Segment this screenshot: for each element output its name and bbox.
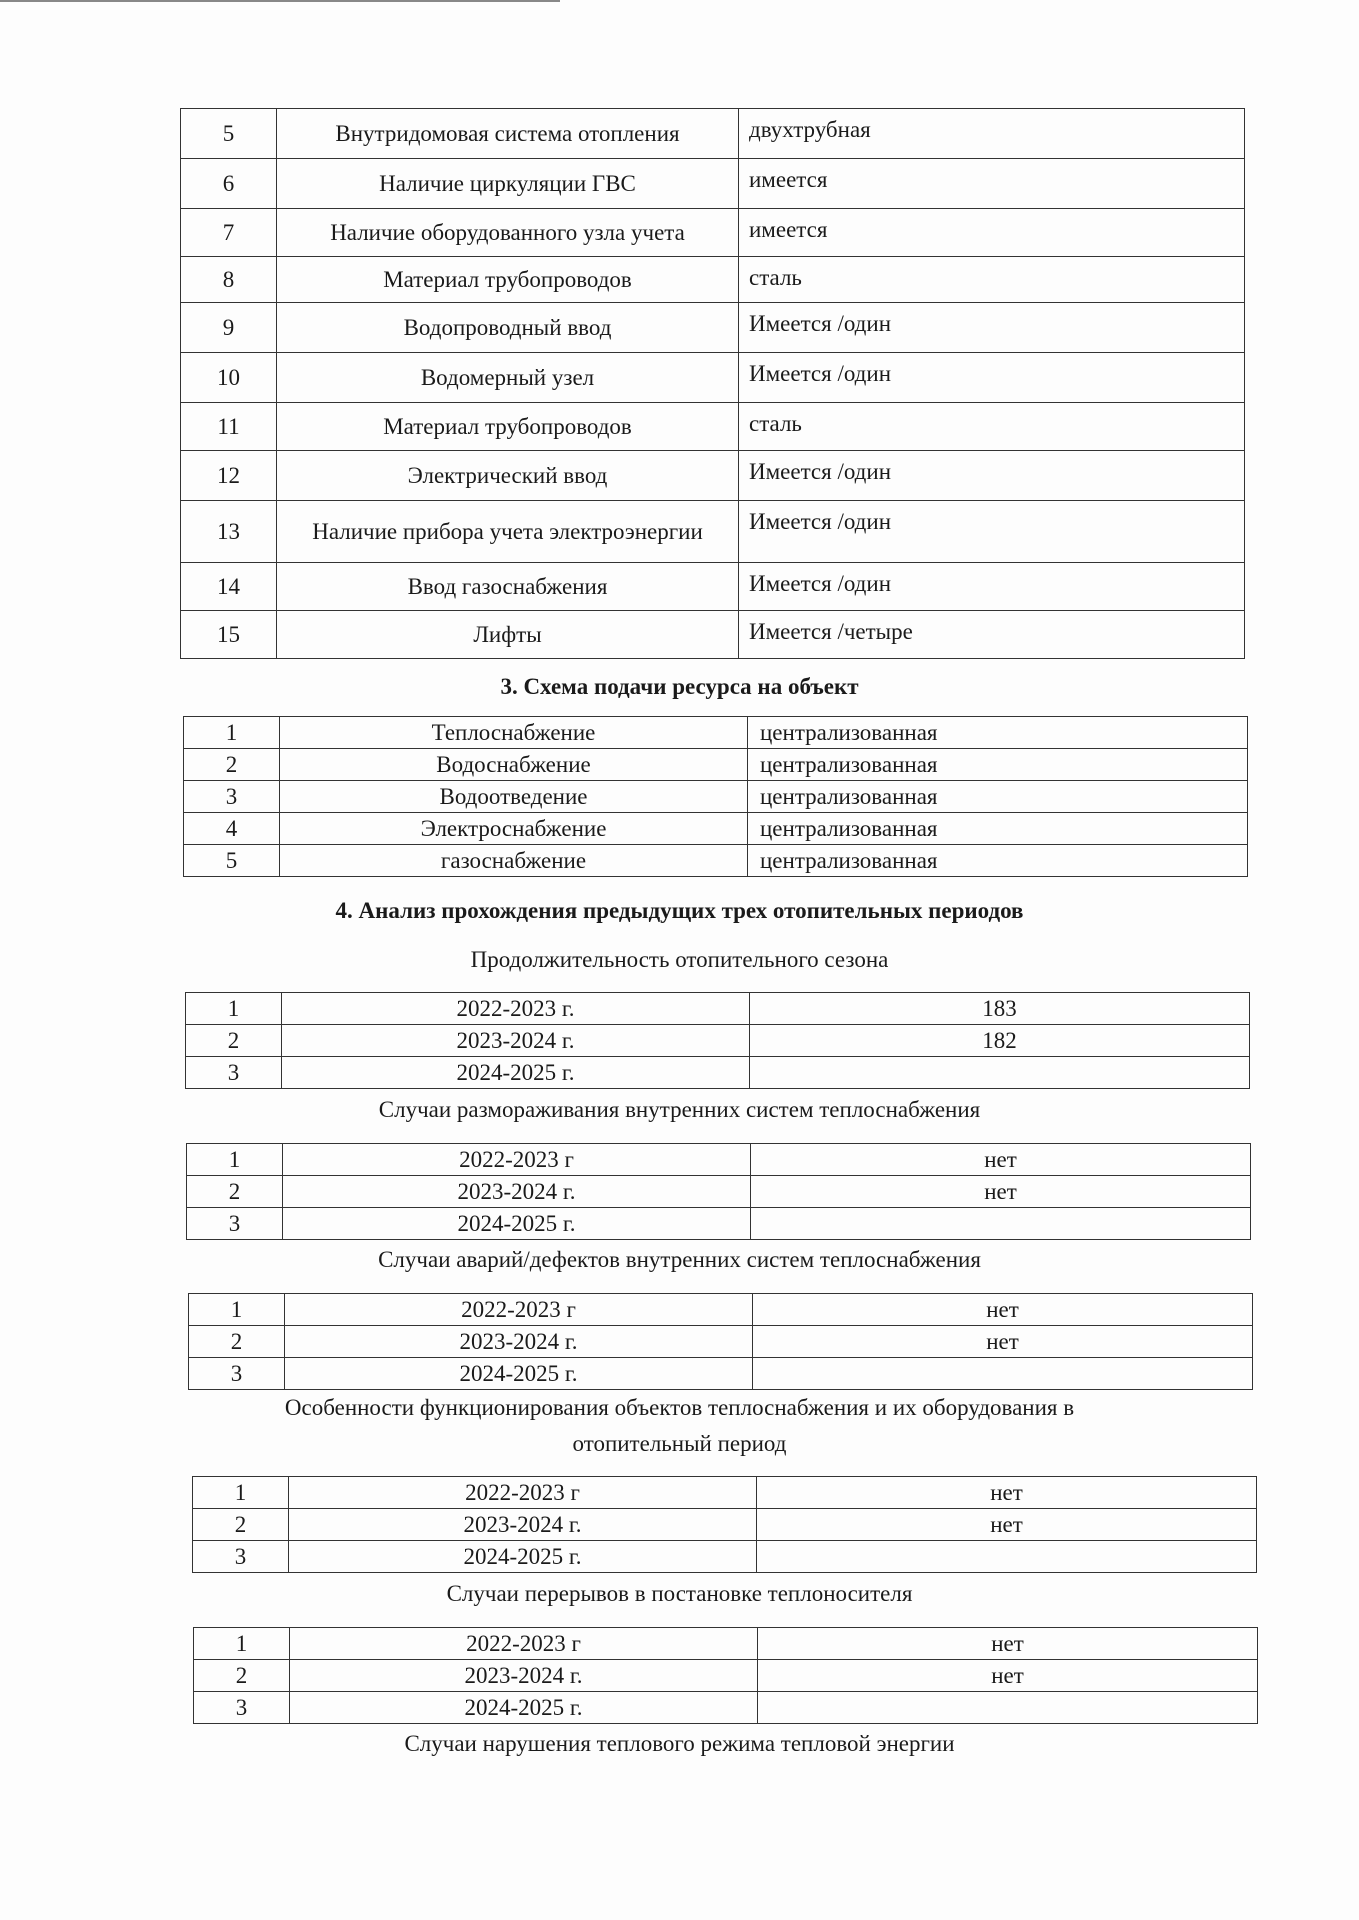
row-value: имеется	[739, 209, 1245, 257]
row-value: нет	[751, 1144, 1251, 1176]
row-value: имеется	[739, 159, 1245, 209]
row-number: 5	[184, 845, 280, 877]
row-value: нет	[753, 1326, 1253, 1358]
table-row	[181, 501, 1245, 563]
table-row	[181, 451, 1245, 501]
row-name: газоснабжение	[280, 845, 748, 877]
table-row	[184, 749, 1248, 781]
row-value: Имеется /один	[739, 563, 1245, 611]
row-number: 3	[189, 1358, 285, 1390]
freezing-caption: Случаи размораживания внутренних систем теплоснабжения	[378, 1097, 981, 1122]
row-number: 1	[194, 1628, 290, 1660]
row-name: Водоснабжение	[280, 749, 748, 781]
scan-edge-line	[0, 0, 560, 2]
row-value: сталь	[739, 257, 1245, 303]
row-number: 2	[187, 1176, 283, 1208]
table-row	[181, 159, 1245, 209]
table-row	[189, 1358, 1253, 1390]
table-row	[194, 1692, 1258, 1724]
supply-scheme-table	[183, 716, 1248, 877]
accidents-table	[188, 1293, 1253, 1390]
row-value: централизованная	[748, 717, 1248, 749]
row-value: нет	[757, 1477, 1257, 1509]
table-row	[187, 1176, 1251, 1208]
interruptions-caption: Случаи перерывов в постановке теплоносителя	[446, 1581, 913, 1606]
row-value: сталь	[739, 403, 1245, 451]
row-value	[758, 1692, 1258, 1724]
row-number: 14	[181, 563, 277, 611]
row-name: Водопроводный ввод	[277, 303, 739, 353]
row-period: 2023-2024 г.	[289, 1509, 757, 1541]
row-name: Материал трубопроводов	[277, 257, 739, 303]
row-number: 12	[181, 451, 277, 501]
features-caption-line1: Особенности функционирования объектов теплоснабжения и их оборудования в	[284, 1395, 1075, 1420]
accidents-caption: Случаи аварий/дефектов внутренних систем теплоснабжения	[378, 1247, 981, 1272]
table-row	[181, 109, 1245, 159]
row-value: двухтрубная	[739, 109, 1245, 159]
row-value: нет	[757, 1509, 1257, 1541]
row-number: 1	[187, 1144, 283, 1176]
row-period: 2022-2023 г	[283, 1144, 751, 1176]
freezing-table	[186, 1143, 1251, 1240]
row-period: 2023-2024 г.	[290, 1660, 758, 1692]
row-number: 7	[181, 209, 277, 257]
row-number: 3	[184, 781, 280, 813]
row-number: 1	[184, 717, 280, 749]
table-row	[187, 1144, 1251, 1176]
table-row	[193, 1541, 1257, 1573]
duration-table	[185, 992, 1250, 1089]
row-period: 2022-2023 г	[289, 1477, 757, 1509]
table-row	[181, 353, 1245, 403]
row-number: 13	[181, 501, 277, 563]
table-row	[181, 209, 1245, 257]
thermal-violations-caption: Случаи нарушения теплового режима тепловой энергии	[404, 1731, 955, 1756]
row-value: Имеется /один	[739, 451, 1245, 501]
row-number: 3	[194, 1692, 290, 1724]
row-name: Лифты	[277, 611, 739, 659]
row-name: Водоотведение	[280, 781, 748, 813]
row-value: 182	[750, 1025, 1250, 1057]
row-value	[753, 1358, 1253, 1390]
table-row	[186, 993, 1250, 1025]
row-number: 8	[181, 257, 277, 303]
row-period: 2024-2025 г.	[289, 1541, 757, 1573]
row-period: 2022-2023 г	[290, 1628, 758, 1660]
table-row	[194, 1660, 1258, 1692]
table-row	[194, 1628, 1258, 1660]
table-row	[181, 403, 1245, 451]
table-row	[186, 1057, 1250, 1089]
row-name: Электроснабжение	[280, 813, 748, 845]
row-number: 9	[181, 303, 277, 353]
row-number: 2	[184, 749, 280, 781]
row-period: 2022-2023 г.	[282, 993, 750, 1025]
row-name: Внутридомовая система отопления	[277, 109, 739, 159]
interruptions-table	[193, 1627, 1258, 1724]
row-number: 3	[187, 1208, 283, 1240]
row-period: 2024-2025 г.	[282, 1057, 750, 1089]
row-value	[750, 1057, 1250, 1089]
section4-heading: 4. Анализ прохождения предыдущих трех отопительных периодов	[335, 898, 1024, 923]
table-row	[186, 1025, 1250, 1057]
table-row	[184, 845, 1248, 877]
table-row	[181, 611, 1245, 659]
row-value: Имеется /один	[739, 501, 1245, 563]
row-name: Теплоснабжение	[280, 717, 748, 749]
row-name: Электрический ввод	[277, 451, 739, 501]
table-row	[181, 303, 1245, 353]
row-period: 2022-2023 г	[285, 1294, 753, 1326]
row-value: нет	[758, 1628, 1258, 1660]
row-number: 2	[189, 1326, 285, 1358]
table-row	[181, 257, 1245, 303]
row-number: 1	[186, 993, 282, 1025]
features-caption-line2: отопительный период	[572, 1431, 787, 1456]
row-value	[751, 1208, 1251, 1240]
table-row	[181, 563, 1245, 611]
row-value: Имеется /один	[739, 303, 1245, 353]
table-row	[189, 1294, 1253, 1326]
row-value: 183	[750, 993, 1250, 1025]
row-number: 1	[193, 1477, 289, 1509]
row-name: Водомерный узел	[277, 353, 739, 403]
table-row	[193, 1509, 1257, 1541]
row-name: Наличие прибора учета электроэнергии	[277, 501, 739, 563]
row-value: централизованная	[748, 781, 1248, 813]
row-number: 11	[181, 403, 277, 451]
table-row	[193, 1477, 1257, 1509]
row-value: централизованная	[748, 813, 1248, 845]
row-period: 2023-2024 г.	[282, 1025, 750, 1057]
row-value: централизованная	[748, 845, 1248, 877]
row-period: 2023-2024 г.	[285, 1326, 753, 1358]
row-value: нет	[753, 1294, 1253, 1326]
row-name: Ввод газоснабжения	[277, 563, 739, 611]
row-name: Наличие циркуляции ГВС	[277, 159, 739, 209]
row-number: 2	[193, 1509, 289, 1541]
row-name: Наличие оборудованного узла учета	[277, 209, 739, 257]
row-number: 3	[186, 1057, 282, 1089]
row-value: Имеется /четыре	[739, 611, 1245, 659]
row-value: нет	[751, 1176, 1251, 1208]
table-row	[187, 1208, 1251, 1240]
duration-caption: Продолжительность отопительного сезона	[470, 947, 889, 972]
table-row	[184, 813, 1248, 845]
row-period: 2024-2025 г.	[290, 1692, 758, 1724]
row-value: централизованная	[748, 749, 1248, 781]
row-period: 2024-2025 г.	[285, 1358, 753, 1390]
row-name: Материал трубопроводов	[277, 403, 739, 451]
row-period: 2023-2024 г.	[283, 1176, 751, 1208]
table-row	[184, 717, 1248, 749]
row-number: 6	[181, 159, 277, 209]
table-row	[184, 781, 1248, 813]
row-number: 3	[193, 1541, 289, 1573]
row-number: 5	[181, 109, 277, 159]
equipment-table	[180, 108, 1245, 659]
table-row	[189, 1326, 1253, 1358]
row-number: 10	[181, 353, 277, 403]
row-value	[757, 1541, 1257, 1573]
row-value: Имеется /один	[739, 353, 1245, 403]
features-table	[192, 1476, 1257, 1573]
row-number: 1	[189, 1294, 285, 1326]
section3-heading: 3. Схема подачи ресурса на объект	[500, 674, 859, 699]
row-number: 4	[184, 813, 280, 845]
row-number: 15	[181, 611, 277, 659]
row-period: 2024-2025 г.	[283, 1208, 751, 1240]
row-value: нет	[758, 1660, 1258, 1692]
row-number: 2	[186, 1025, 282, 1057]
row-number: 2	[194, 1660, 290, 1692]
